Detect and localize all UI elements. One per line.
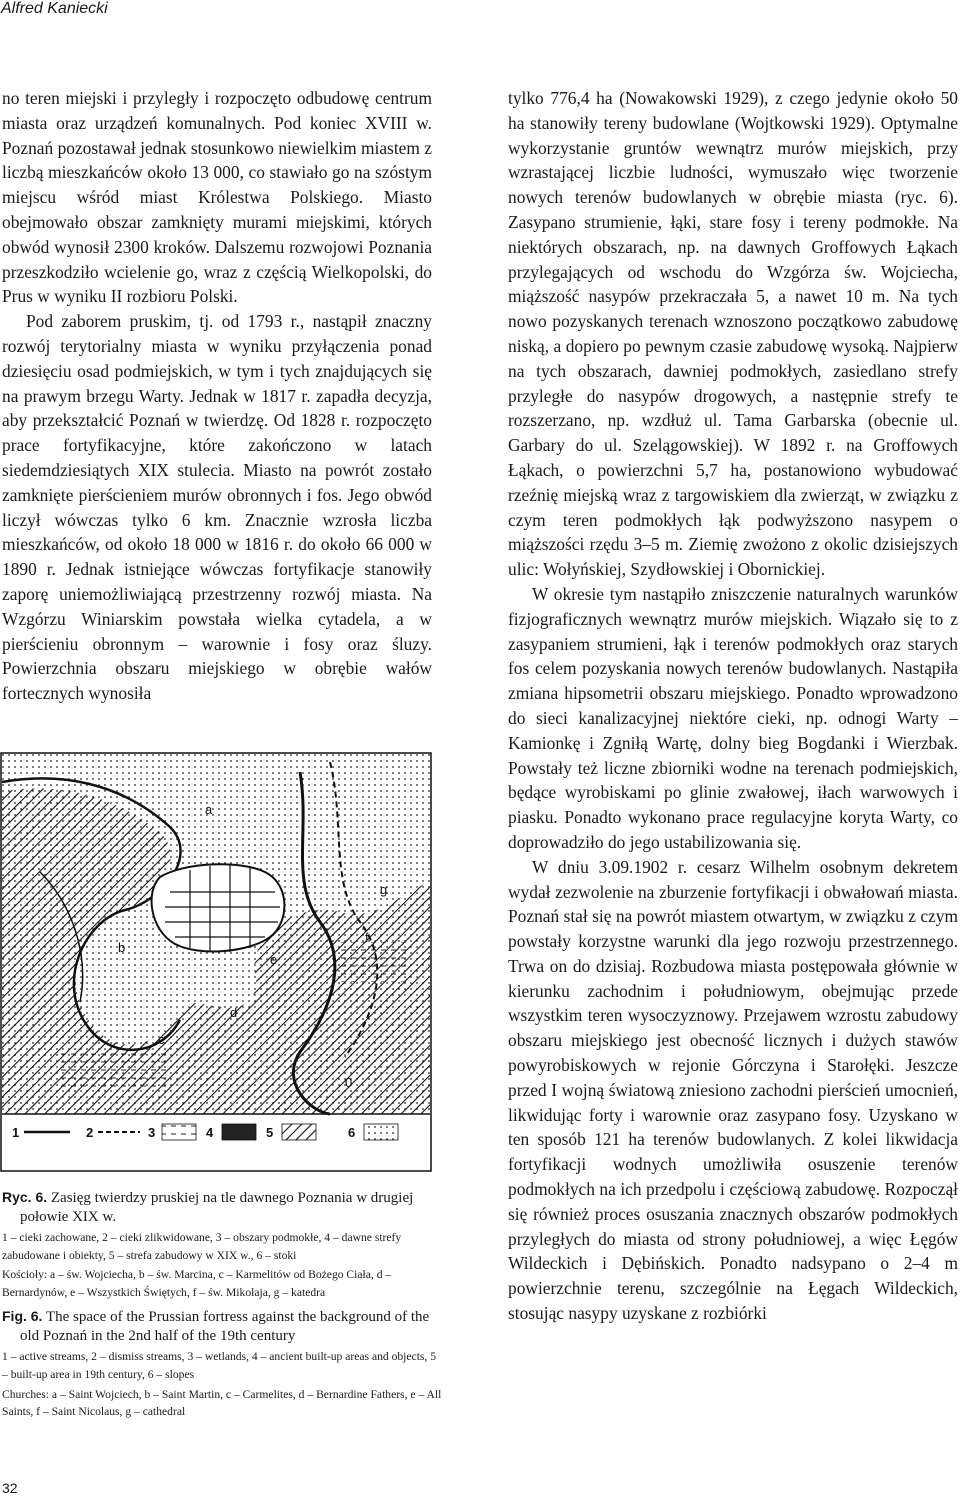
paragraph: Pod zaborem pruskim, tj. od 1793 r., nastąpił znaczny rozwój terytorialny miasta w wyniku przyłączenia ponad dziesięciu osad podmiejskich, w tym i tych znajdujących się na prawym brzegu Warty. Jednak w 1817 r. zapadła decyzja, aby przekształcić Poznań w twierdzę. Od 1828 r. rozpoczęto prace fortyfikacyjne, które zakończono w latach siedemdziesiątych XIX stulecia. Miasto na powrót zostało zamknięte pierścieniem murów obronnych i fos. Jego obwód liczył wówczas tylko 6 km. Znacznie wzrosła liczba mieszkańców, od około 18 000 w 1816 r. do około 66 000 w 1890 r. Jednak istniejące wówczas fortyfikacje stanowiły zaporę uniemożliwiającą przestrzenny rozwój miasta. Na Wzgórzu Winiarskim powstała wielka cytadela, a w pierścieniu obronnym – warownie i fosy oraz śluzy. Powierzchnia obszaru miejskiego w obrębie wałów fortecznych wynosiła [2,311,432,704]
churches-text-en: Churches: a – Saint Wojciech, b – Saint Martin, c – Carmelites, d – Bernardine Fathers, e – All Saints, f – Saint Nicolaus, g – cathedral [2,1387,442,1419]
right-text-column [508,86,958,1326]
caption-label-pl: Ryc. 6. [2,1189,48,1205]
legend-number: 2 [86,1125,94,1140]
caption-label-en: Fig. 6. [2,1308,43,1325]
map-label: f [365,930,369,945]
map-label: a [205,802,213,817]
legend-number: 3 [148,1125,156,1140]
caption-polish [2,1188,442,1227]
map-label: c [158,1032,165,1047]
map-label: g [380,882,388,897]
legend-number: 1 [12,1125,20,1140]
figure-caption [2,1188,442,1421]
caption-title-en: The space of the Prussian fortress against the background of the old Poznań in the 2nd half of the 19th century [20,1309,430,1345]
caption-title-pl: Zasięg twierdzy pruskiej na tle dawnego Poznania w drugiej połowie XIX w. [20,1190,414,1225]
page-number: 32 [2,1480,18,1496]
wetland-area-south [60,1052,170,1092]
map-label: b [118,940,126,955]
fortress-map-figure [0,752,432,1172]
paragraph: W okresie tym nastąpiło zniszczenie naturalnych warunków fizjograficznych wewnątrz murów miejskich. Wiązało się to z zasypaniem strumieni, łąk i terenów podmokłych oraz starych fos celem pozyskania nowych terenów budowlanych. Nastąpiła zmiana hipsometrii obszaru miejskiego. Ponadto wprowadzono do sieci kanalizacyjnej niektóre cieki, np. odnogi Warty – Kamionkę i Zgniłą Wartę, dolny bieg Bogdanki i Wierzbak. Powstały też liczne zbiorniki wodne na terenach podmiejskich, będące wyrobiskami po glinie zwałowej, iłach warwowych i piasku. Ponadto wykonano prace regulacyjne koryta Warty, co doprowadziło do jego ustabilizowania się. [508,583,958,852]
legend-row [12,1124,398,1140]
map-label: d [230,1005,238,1020]
paragraph: tylko 776,4 ha (Nowakowski 1929), z czego jedynie około 50 ha stanowiły tereny budowlane (Wojtkowski 1929). Optymalne wykorzystanie gruntów wewnątrz murów miejskich, przy wzrastającej liczbie ludności, wymuszało więc tworzenie nowych terenów budowlanych w obrębie miasta (ryc. 6). Zasypano strumienie, łąki, stare fosy i tereny podmokłe. Na niektórych obszarach, np. na dawnych Groffowych Łąkach przylegających od wschodu do Wzgórza św. Wojciecha, miąższość nasypów przekraczała 5, a nawet 10 m. Na tych nowo pozyskanych terenach wznoszono początkowo zabudowę niską, a dopiero po pewnym czasie zabudowę wysoką. Najpierw na tych obszarach, dawniej podmokłych, zasiedlano strefy przyległe do nasypów drogowych, a następnie strefy te rozszerzano, np. wzdłuż ul. Tama Garbarska (obecnie ul. Garbary do ul. Szelągowskiej). W 1892 r. na Groffowych Łąkach, o powierzchni 5,7 ha, postanowiono wybudować rzeźnię miejską wraz z targowiskiem dla zwierząt, w związku z czym teren podmokłych łąk podwyższono nasypem o miąższości rzędu 3–5 m. Ziemię zwożono z okolic dzisiejszych ulic: Wołyńskiej, Szydłowskiej i Obornickiej. [508,88,958,580]
map-label: e [270,952,278,967]
caption-english [2,1307,442,1346]
legend-number: 4 [206,1125,214,1140]
left-text-column [2,86,432,706]
paragraph: no teren miejski i przyległy i rozpoczęto odbudowę centrum miasta oraz urządzeń komunalnych. Pod koniec XVIII w. Poznań pozostawał jednak stosunkowo niewielkim miastem z liczbą mieszkańców około 13 000, co stawiało go na szóstym miejscu wśród miast Królestwa Polskiego. Miasto obejmowało obszar zamknięty murami miejskimi, których obwód wynosił 2300 kroków. Dalszemu rozwojowi Poznania przeszkodziło wcielenie go, wraz z częścią Wielkopolski, do Prus w wyniku II rozbioru Polski. [2,88,432,307]
old-town [152,864,285,951]
wetland-area [340,942,410,982]
paragraph: W dniu 3.09.1902 r. cesarz Wilhelm osobnym dekretem wydał zezwolenie na zburzenie fortyfikacji i obwałowań miasta. Poznań stał się na powrót miastem otwartym, w związku z czym powstały korzystne warunki dla jego rozwoju przestrzennego. Trwa on do dzisiaj. Rozbudowa miasta postępowała głównie w kierunku zachodnim i południowym, obejmując przede wszystkim teren wysoczyznowy. Przejawem wzrostu zabudowy obszaru miejskiego jest obecność licznych i dużych stawów powyrobiskowych w rejonie Górczyna i Starołęki. Jeszcze przed I wojną światową zniesiono zachodni pierścień umocnień, likwidując forty i warownie oraz zasypano fosy. Uzyskano w ten sposób 121 ha terenów budowlanych. Z kolei likwidacja fortyfikacji wodnych umożliwiła osuszenie terenów podmokłych na ich przedpolu i częściową zabudowę. Rozpoczął się również proces osuszania znacznych obszarów podmokłych przyległych do miasta od strony południowej, a więc Łęgów Wildeckich i Dębińskich. Ponadto nadsypano o 2–4 m powierzchnie terenu, szczególnie na Łęgach Wildeckich, stosując nasypy uzyskane z rozbiórki [508,856,958,1324]
legend-text-pl: 1 – cieki zachowane, 2 – cieki zlikwidowane, 3 – obszary podmokłe, 4 – dawne strefy zabudowane i obiekty, 5 – strefa zabudowy w XIX w., 6 – stoki [2,1231,402,1262]
legend-text-en: 1 – active streams, 2 – dismiss streams, 3 – wetlands, 4 – ancient built-up areas and objects, 5 – built-up area in 19th century, 6 – slopes [2,1350,437,1381]
churches-text-pl: Kościoły: a – św. Wojciecha, b – św. Marcina, c – Karmelitów od Bożego Ciała, d – Bernardynów, e – Wszystkich Świętych, f – św. Mikołaja, g – katedra [2,1268,392,1299]
legend-number: 6 [348,1125,356,1140]
map-scale-label: 0 [345,1075,353,1090]
running-head-author: Alfred Kaniecki [1,0,108,17]
legend-number: 5 [266,1125,274,1140]
